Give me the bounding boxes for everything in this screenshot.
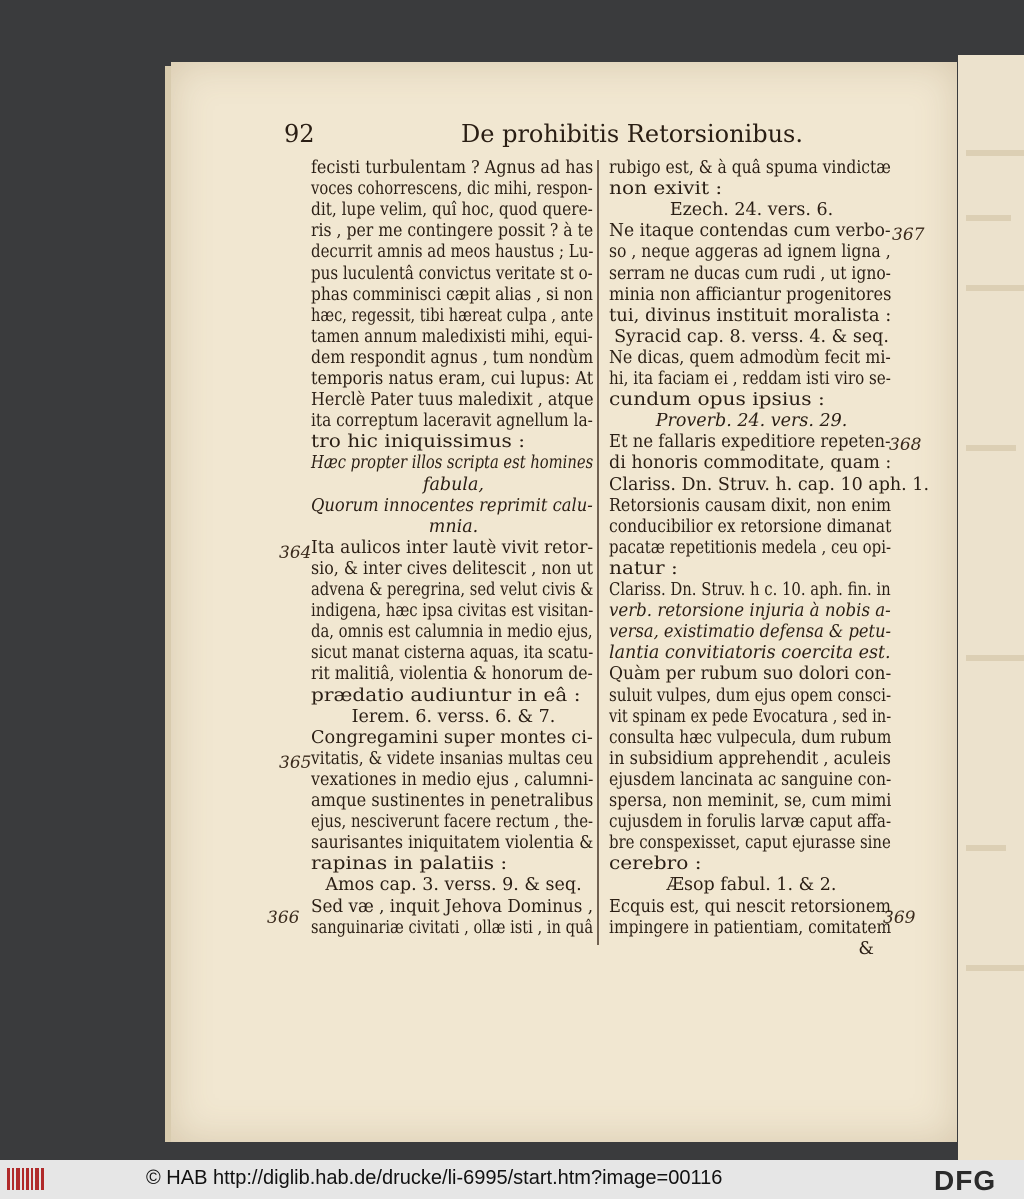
footer-bar <box>0 1160 1024 1199</box>
text-line: Ezech. 24. vers. 6. <box>669 200 834 221</box>
page-number: 92 <box>284 120 315 148</box>
text-line: ita correptum laceravit agnellum la- <box>311 411 593 432</box>
text-line: non exivit : <box>609 179 723 200</box>
text-line: di honoris commoditate, quam : <box>609 453 892 474</box>
text-line: in subsidium apprehendit , aculeis <box>609 748 891 769</box>
text-line: Ne dicas, quem admodùm fecit mi- <box>609 347 891 368</box>
text-line: rubigo est, & à quâ spuma vindictæ <box>609 158 891 178</box>
text-line: spersa, non meminit, se, cum mimi <box>609 791 892 811</box>
dfg-logo: DFG <box>934 1165 997 1196</box>
text-line: Amos cap. 3. verss. 9. & seq. <box>325 875 582 896</box>
margin-number: 366 <box>267 908 300 928</box>
text-line: Quàm per rubum suo dolori con- <box>609 664 892 685</box>
margin-number: 364 <box>279 543 312 563</box>
text-line: Clariss. Dn. Struv. h c. 10. aph. fin. in <box>609 580 891 600</box>
text-line: Congregamini super montes ci- <box>311 727 593 748</box>
text-line: Syracid cap. 8. verss. 4. & seq. <box>614 326 889 347</box>
text-line: rit malitiâ, violentia & honorum de- <box>311 664 593 685</box>
text-line: vit spinam ex pede Evocatura , sed in- <box>609 706 892 727</box>
text-line: da, omnis est calumnia in medio ejus, <box>311 622 593 643</box>
text-line: vitatis, & videte insanias multas ceu <box>311 748 593 769</box>
column-rule <box>597 160 599 945</box>
text-line: sicut manat cisterna aquas, ita scatu- <box>311 643 594 664</box>
text-line: tui, divinus instituit moralista : <box>609 305 892 326</box>
text-line: sanguinariæ civitati , ollæ isti , in quâ <box>311 917 594 938</box>
facing-page-edge <box>958 55 1024 1160</box>
running-head: De prohibitis Retorsionibus. <box>461 120 803 148</box>
text-line: minia non afficiantur progenitores <box>609 284 892 305</box>
text-line: Clariss. Dn. Struv. h. cap. 10 aph. 1. <box>609 474 930 495</box>
text-line: prædatio audiuntur in eâ : <box>311 685 581 706</box>
text-line: cujusdem in forulis larvæ caput affa- <box>609 812 892 833</box>
text-line: decurrit amnis ad meos haustus ; Lu- <box>311 242 594 263</box>
margin-number: 369 <box>883 908 916 928</box>
text-line: fabula, <box>423 474 484 495</box>
margin-number: 365 <box>279 753 312 773</box>
text-line: Ierem. 6. verss. 6. & 7. <box>351 706 556 727</box>
text-line: sio, & inter cives delitescit , non ut <box>311 558 594 579</box>
text-line: Herclè Pater tuus maledixit , atque <box>311 390 594 411</box>
hab-barcode-icon <box>6 1166 46 1192</box>
text-line: fecisti turbulentam ? Agnus ad has <box>311 158 594 178</box>
text-line: advena & peregrina, sed velut civis & <box>311 580 594 600</box>
text-line: dit, lupe velim, quî hoc, quod quere- <box>311 200 593 221</box>
text-line: rapinas in palatiis : <box>311 854 508 875</box>
text-line: voces cohorrescens, dic mihi, respon- <box>311 179 593 200</box>
text-line: Proverb. 24. vers. 29. <box>655 411 848 432</box>
text-line: & <box>858 938 874 959</box>
text-line: pus luculentâ convictus veritate st o- <box>311 263 593 284</box>
copyright-link[interactable]: © HAB http://diglib.hab.de/drucke/li-6995/start.htm?image=00116 <box>146 1167 723 1189</box>
text-line: ejusdem lancinata ac sanguine con- <box>609 769 892 790</box>
text-line: ris , per me contingere possit ? à te <box>311 221 594 242</box>
text-line: Sed væ , inquit Jehova Dominus , <box>311 896 594 917</box>
text-line: suluit vulpes, dum ejus opem consci- <box>609 685 892 706</box>
book-page <box>171 62 957 1142</box>
text-line: Retorsionis causam dixit, non enim <box>609 495 892 516</box>
text-line: pacatæ repetitionis medela , ceu opi- <box>609 537 892 558</box>
text-line: so , neque aggeras ad ignem ligna , <box>609 242 891 263</box>
text-line: Æsop fabul. 1. & 2. <box>666 875 837 896</box>
text-line: indigena, hæc ipsa civitas est visitan- <box>311 601 594 622</box>
text-line: consulta hæc vulpecula, dum rubum <box>609 727 892 748</box>
text-line: verb. retorsione injuria à nobis a- <box>609 601 891 622</box>
text-line: impingere in patientiam, comitatem <box>609 917 892 938</box>
margin-number: 368 <box>889 435 922 455</box>
text-line: cerebro : <box>609 854 702 875</box>
text-line: serram ne ducas cum rudi , ut igno- <box>609 263 891 284</box>
text-line: vexationes in medio ejus , calumni- <box>311 769 594 790</box>
text-line: amque sustinentes in penetralibus <box>311 791 594 811</box>
text-line: natur : <box>609 558 678 579</box>
text-line: phas comminisci cæpit alias , si non <box>311 284 593 305</box>
margin-number: 367 <box>892 225 925 245</box>
text-line: Ita aulicos inter lautè vivit retor- <box>311 537 594 558</box>
text-line: Ne itaque contendas cum verbo- <box>609 221 891 242</box>
text-line: bre conspexisset, caput ejurasse sine <box>609 833 891 854</box>
text-line: Hæc propter illos scripta est homines <box>311 453 594 474</box>
text-line: dem respondit agnus , tum nondùm <box>311 347 594 368</box>
text-line: saurisantes iniquitatem violentia & <box>311 833 594 854</box>
text-line: tamen annum maledixisti mihi, equi- <box>311 326 593 347</box>
text-line: ejus, nesciverunt facere rectum , the- <box>311 812 594 833</box>
text-line: Et ne fallaris expeditiore repeten- <box>609 432 891 453</box>
text-line: cundum opus ipsius : <box>609 390 825 411</box>
text-line: Ecquis est, qui nescit retorsionem <box>609 896 892 917</box>
text-line: tro hic iniquissimus : <box>311 432 526 453</box>
text-line: temporis natus eram, cui lupus: At <box>311 369 594 389</box>
text-line: conducibilior ex retorsione dimanat <box>609 516 892 537</box>
text-line: mnia. <box>428 516 479 537</box>
text-line: Quorum innocentes reprimit calu- <box>311 495 593 516</box>
text-line: hi, ita faciam ei , reddam isti viro se- <box>609 369 891 389</box>
text-line: lantia convitiatoris coercita est. <box>609 643 891 664</box>
text-line: hæc, regessit, tibi hæreat culpa , ante <box>311 305 594 326</box>
text-line: versa, existimatio defensa & petu- <box>609 622 892 643</box>
